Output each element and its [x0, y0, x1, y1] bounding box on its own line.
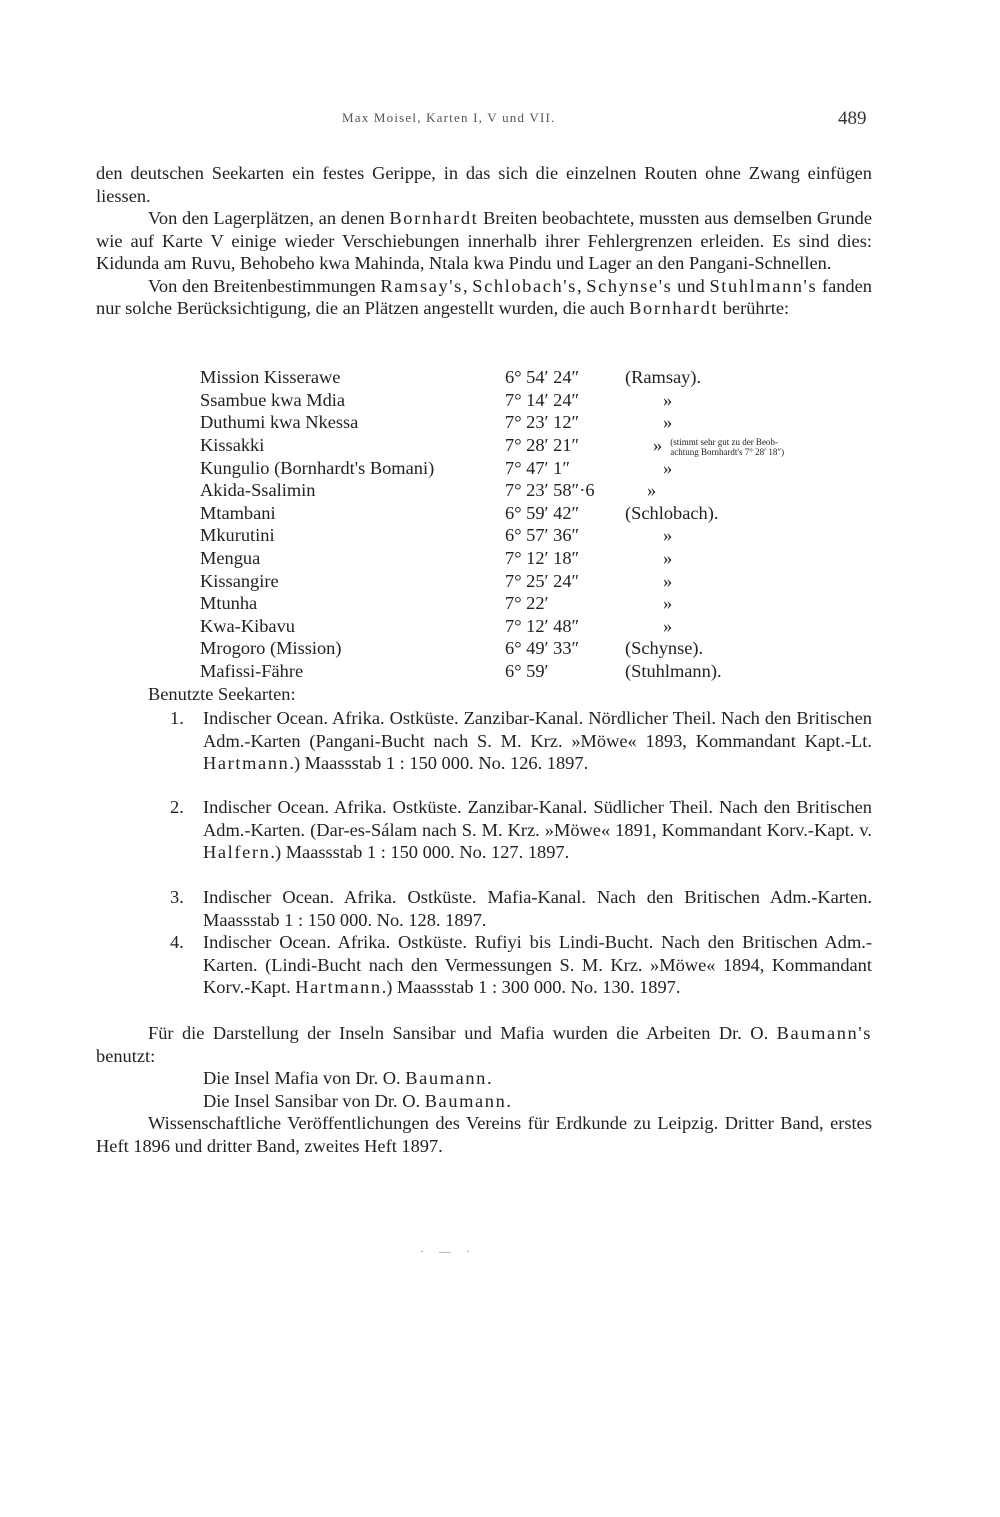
table-row: Akida-Ssalimin 7° 23′ 58″·6 » [200, 480, 657, 501]
footnote: (stimmt sehr gut zu der Beob- achtung Bornhardt's 7° 28′ 18″) [670, 436, 785, 457]
list-item: 3. Indischer Ocean. Afrika. Ostküste. Mafia-Kanal. Nach den Britischen Adm.-Karten. Maassstab 1 : 150 000. No. 128. 1897. [170, 887, 872, 930]
table-row: Duthumi kwa Nkessa 7° 23′ 12″ » [200, 412, 673, 433]
list-item: Die Insel Sansibar von Dr. O. Baumann. [203, 1091, 511, 1111]
table-row: Mafissi-Fähre 6° 59′ (Stuhlmann). [200, 660, 722, 681]
intro-text [96, 162, 872, 320]
paragraph-1: den deutschen Seekarten ein festes Gerippe, in das sich die einzelnen Routen ohne Zwang einfügen liessen. [96, 163, 872, 206]
end-divider: · — · [420, 1244, 476, 1258]
page-number: 489 [838, 108, 867, 129]
list-item: Die Insel Mafia von Dr. O. Baumann. [203, 1068, 492, 1088]
table-row: Mtunha 7° 22′ » [200, 593, 673, 614]
table-row: Kungulio (Bornhardt's Bomani) 7° 47′ 1″ » [200, 457, 673, 478]
publication-paragraph: Wissenschaftliche Veröffentlichungen des Vereins für Erdkunde zu Leipzig. Dritter Band, erstes Heft 1896 und dritter Band, zweites Heft 1897. [96, 1113, 872, 1156]
table-row: Kissakki 7° 28′ 21″ » (stimmt sehr gut zu der Beob- achtung Bornhardt's 7° 28′ 18″) [200, 434, 785, 457]
author-name: Ramsay's [380, 275, 463, 296]
author-name: Baumann [405, 1068, 487, 1088]
table-row: Mengua 7° 12′ 18″ » [200, 547, 673, 568]
table-row: Mtambani 6° 59′ 42″ (Schlobach). [200, 502, 719, 523]
list-item: 1. Indischer Ocean. Afrika. Ostküste. Zanzibar-Kanal. Nördlicher Theil. Nach den Britischen Adm.-Karten (Pangani-Bucht nach S. M. Krz. »Möwe« 1893, Kommandant Kapt.-Lt. Hartmann.) Maassstab 1 : 150 000. No. 126. 1897. [170, 708, 872, 773]
islands-paragraph: Für die Darstellung der Inseln Sansibar und Mafia wurden die Arbeiten Dr. O. Baumann's benutzt: [96, 1023, 872, 1066]
charts-heading: Benutzte Seekarten: [148, 684, 296, 704]
author-name: Stuhlmann's [709, 275, 818, 296]
table-row: Kissangire 7° 25′ 24″ » [200, 570, 673, 591]
table-row: Mission Kisserawe 6° 54′ 24″ (Ramsay). [200, 367, 702, 387]
latitude-table [200, 366, 963, 683]
author-name: Baumann [424, 1091, 507, 1111]
list-item: 4. Indischer Ocean. Afrika. Ostküste. Rufiyi bis Lindi-Bucht. Nach den Britischen Adm.-Karten. (Lindi-Bucht nach den Vermessungen S. M. Krz. »Möwe« 1894, Kommandant Korv.-Kapt. Hartmann.) Maassstab 1 : 300 000. No. 130. 1897. [170, 932, 872, 997]
author-name: Halfern [203, 842, 271, 862]
paragraph-3: Von den Breitenbestimmungen Ramsay's, Schlobach's, Schynse's und Stuhlmann's fanden nur solche Berücksichtigung, die an Plätzen angestellt wurden, die auch Bornhardt berührte: [96, 275, 872, 318]
author-name: Baumann's [776, 1023, 872, 1043]
author-name: Hartmann [203, 753, 290, 773]
author-name: Bornhardt [629, 298, 719, 318]
table-row: Mrogoro (Mission) 6° 49′ 33″ (Schynse). [200, 638, 704, 659]
author-name: Schynse's [586, 275, 673, 296]
table-row: Kwa-Kibavu 7° 12′ 48″ » [200, 615, 673, 636]
author-name: Schlobach's [472, 275, 577, 296]
page-header [0, 108, 1000, 132]
author-name: Hartmann [295, 977, 382, 997]
table-row: Ssambue kwa Mdia 7° 14′ 24″ » [200, 389, 673, 410]
author-name: Bornhardt [389, 208, 479, 228]
table-row: Mkurutini 6° 57′ 36″ » [200, 525, 673, 546]
list-item: 2. Indischer Ocean. Afrika. Ostküste. Zanzibar-Kanal. Südlicher Theil. Nach den Britischen Adm.-Karten. (Dar-es-Sálam nach S. M. Krz. »Möwe« 1891, Kommandant Korv.-Kapt. v. Halfern.) Maassstab 1 : 150 000. No. 127. 1897. [170, 797, 872, 862]
running-title: Max Moisel, Karten I, V und VII. [342, 110, 556, 125]
paragraph-2: Von den Lagerplätzen, an denen Bornhardt Breiten beobachtete, mussten aus demselben Grunde wie auf Karte V einige wieder Verschiebungen innerhalb ihrer Fehlergrenzen erleiden. Es sind dies: Kidunda am Ruvu, Behobeho kwa Mahinda, Ntala kwa Pindu und Lager an den Pangani-Schnellen. [96, 208, 872, 273]
